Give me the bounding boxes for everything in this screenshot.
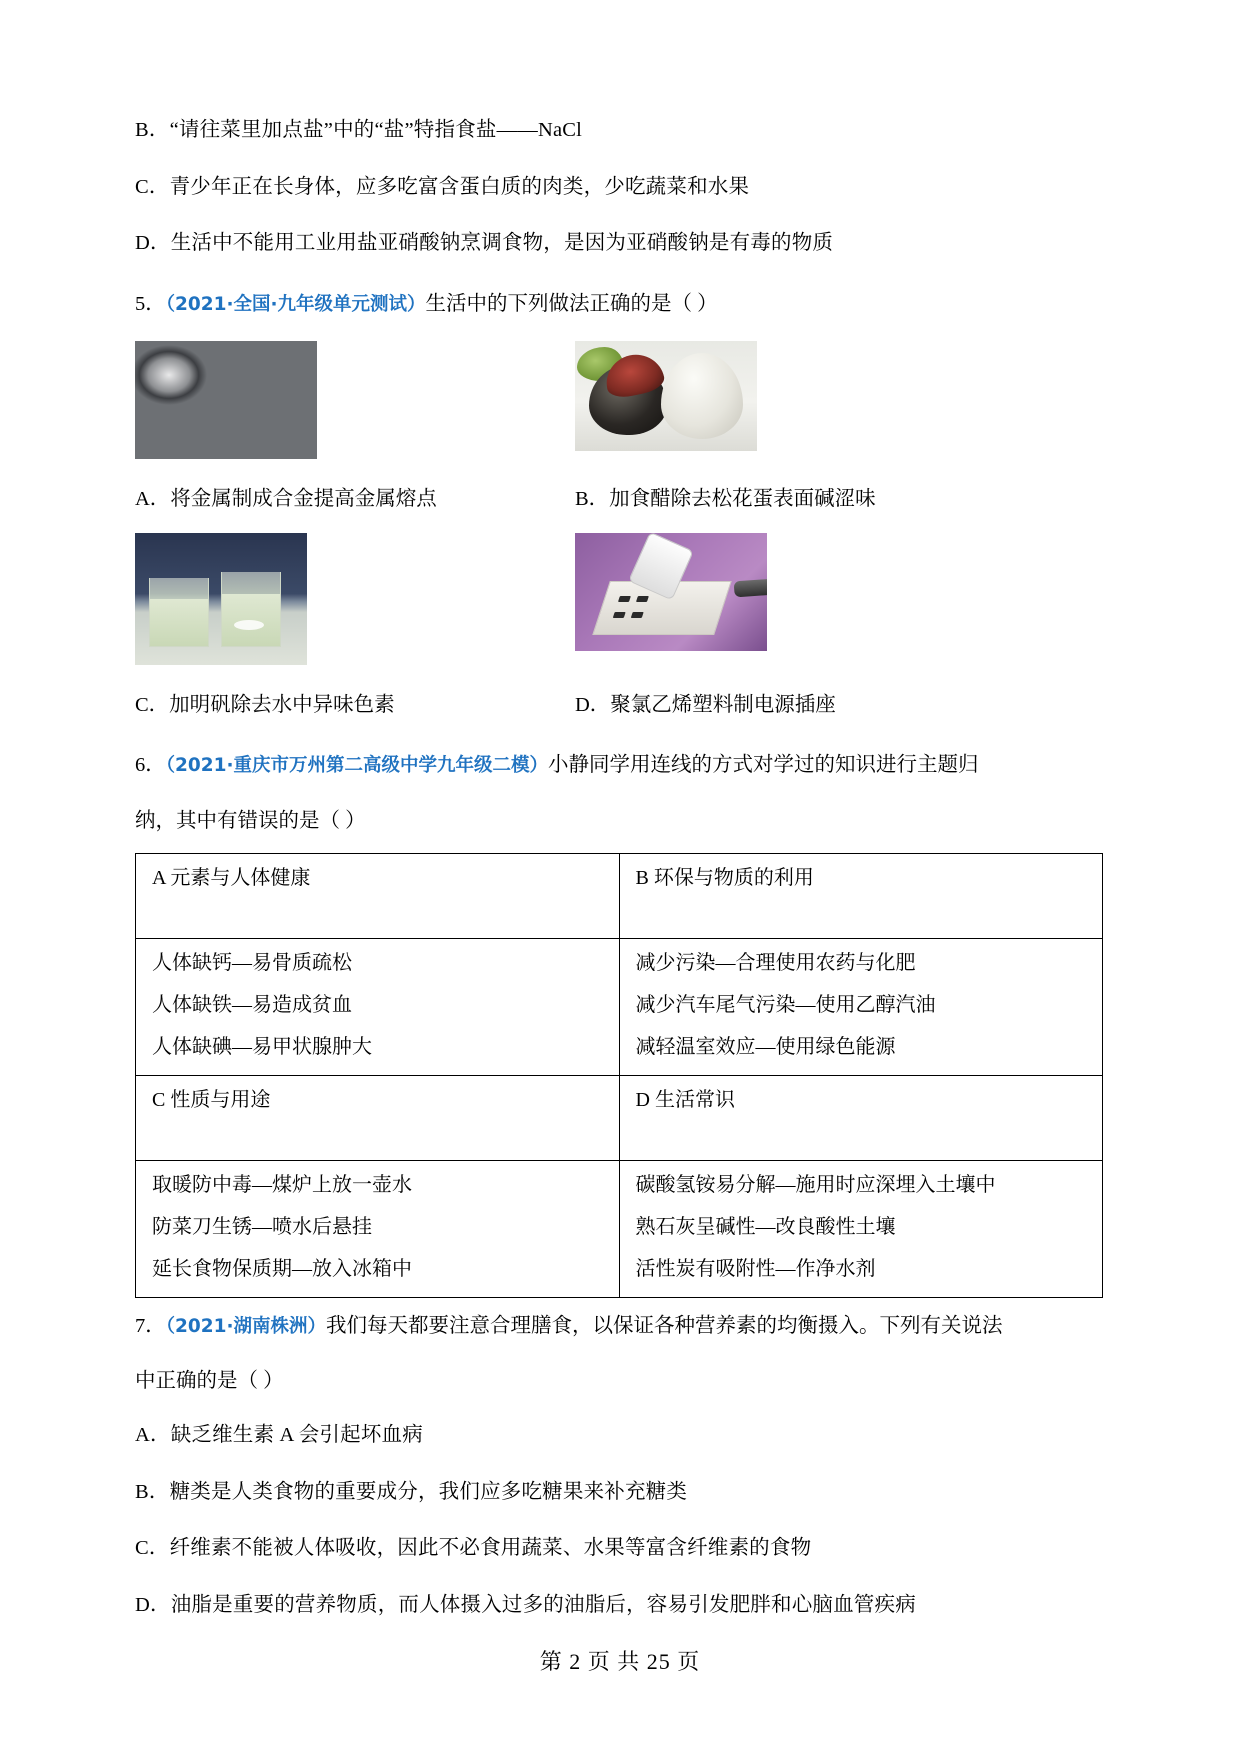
table-row xyxy=(136,938,1103,1075)
question-6-stem-line2-wrap xyxy=(135,807,1105,837)
table-item: 活性炭有吸附性—作净水剂 xyxy=(635,1257,876,1280)
table-item: 人体缺铁—易造成贫血 xyxy=(152,993,352,1016)
table-cell-body-d xyxy=(619,1160,1103,1297)
question-7-stem-line1: 我们每天都要注意合理膳食，以保证各种营养素的均衡摄入。下列有关说法 xyxy=(326,1314,1003,1337)
q5-option-c-label: C．加明矾除去水中异味色素 xyxy=(135,694,395,717)
beakers-photo xyxy=(135,533,307,665)
q5-image-row-cd xyxy=(135,533,1105,665)
socket-hole xyxy=(618,596,631,602)
q7-option-a: A．缺乏维生素 A 会引起坏血病 xyxy=(135,1424,423,1447)
question-6-stem-line1: 小静同学用连线的方式对学过的知识进行主题归 xyxy=(548,754,979,777)
beaker-left-liquid xyxy=(150,599,208,647)
table-item: 人体缺钙—易骨质疏松 xyxy=(152,951,352,974)
question-5-stem: 生活中的下列做法正确的是（ ） xyxy=(425,292,718,315)
question-5-header xyxy=(135,290,1105,320)
table-item: 熟石灰呈碱性—改良酸性土壤 xyxy=(635,1215,896,1238)
q5-option-b-image-cell xyxy=(575,341,1015,459)
question-7-source: （2021·湖南株洲） xyxy=(165,1315,327,1337)
beaker-right xyxy=(221,572,281,647)
socket-hole xyxy=(631,612,644,618)
question-7-header xyxy=(135,1312,1105,1342)
table-cell-body-c xyxy=(136,1160,620,1297)
page-footer: 第 2 页 共 25 页 xyxy=(539,1649,701,1674)
q4-option-c: C．青少年正在长身体，应多吃富含蛋白质的肉类，少吃蔬菜和水果 xyxy=(135,175,750,198)
q5-option-d-image-cell xyxy=(575,533,1015,665)
q4-option-d: D．生活中不能用工业用盐亚硝酸钠烹调食物，是因为亚硝酸钠是有毒的物质 xyxy=(135,232,834,254)
question-6-header xyxy=(135,751,1105,781)
q5-option-a-image-cell xyxy=(135,341,575,459)
table-item: 防菜刀生锈—喷水后悬挂 xyxy=(152,1215,372,1238)
light-egg-shape xyxy=(661,353,743,439)
table-item: 取暖防中毒—煤炉上放一壶水 xyxy=(152,1173,412,1196)
table-row xyxy=(136,1160,1103,1297)
table-item: 减轻温室效应—使用绿色能源 xyxy=(635,1035,896,1058)
q5-option-b-label: B．加食醋除去松花蛋表面碱涩味 xyxy=(575,488,876,511)
spacer xyxy=(135,717,1105,751)
knowledge-summary-table xyxy=(135,853,1103,1298)
table-cell-header-a: A 元素与人体健康 xyxy=(136,853,620,938)
q4-option-b: B．“请往菜里加点盐”中的“盐”特指食盐——NaCl xyxy=(135,119,583,141)
preserved-egg-art xyxy=(575,341,757,451)
table-cell-header-d: D 生活常识 xyxy=(619,1075,1103,1160)
table-cell-body-b xyxy=(619,938,1103,1075)
preserved-egg-photo xyxy=(575,341,757,451)
question-6-source: （2021·重庆市万州第二高级中学九年级二模） xyxy=(165,755,549,777)
question-7-number: 7． xyxy=(135,1314,166,1337)
steel-pipes-photo xyxy=(135,341,317,459)
q5-option-a-label: A．将金属制成合金提高金属熔点 xyxy=(135,488,437,511)
question-6-number: 6． xyxy=(135,754,166,777)
table-cell-body-a xyxy=(136,938,620,1075)
question-5-number: 5． xyxy=(135,292,166,315)
q7-option-c: C．纤维素不能被人体吸收，因此不必食用蔬菜、水果等富含纤维素的食物 xyxy=(135,1537,812,1560)
q5-option-d-label: D．聚氯乙烯塑料制电源插座 xyxy=(575,694,836,717)
q5-caption-row-ab xyxy=(135,481,1105,511)
question-7-stem-line2: 中正确的是（ ） xyxy=(135,1370,284,1393)
steel-pipes-art xyxy=(135,341,317,459)
table-row xyxy=(136,1075,1103,1160)
question-7-stem-line2-wrap xyxy=(135,1367,1105,1397)
table-item: 减少汽车尾气污染—使用乙醇汽油 xyxy=(635,993,936,1016)
table-item: 减少污染—合理使用农药与化肥 xyxy=(635,951,916,974)
q7-option-b: B．糖类是人类食物的重要成分，我们应多吃糖果来补充糖类 xyxy=(135,1480,688,1503)
power-socket-photo xyxy=(575,533,767,651)
table-cell-header-b: B 环保与物质的利用 xyxy=(619,853,1103,938)
question-6-stem-line2: 纳，其中有错误的是（ ） xyxy=(135,809,366,832)
table-item: 人体缺碘—易甲状腺肿大 xyxy=(152,1035,372,1058)
beaker-left xyxy=(149,578,209,647)
socket-hole xyxy=(613,612,626,618)
table-item: 碳酸氢铵易分解—施用时应深埋入土壤中 xyxy=(635,1173,996,1196)
socket-hole xyxy=(636,596,649,602)
table-cell-header-c: C 性质与用途 xyxy=(136,1075,620,1160)
q5-caption-row-cd xyxy=(135,687,1105,717)
spacer xyxy=(135,1397,1105,1425)
beakers-art xyxy=(135,533,307,665)
q7-option-d: D．油脂是重要的营养物质，而人体摄入过多的油脂后，容易引发肥胖和心脑血管疾病 xyxy=(135,1593,916,1616)
power-socket-art xyxy=(575,533,767,651)
plug-cord xyxy=(734,578,767,598)
table-item: 延长食物保质期—放入冰箱中 xyxy=(152,1257,412,1280)
q5-option-c-image-cell xyxy=(135,533,575,665)
q5-image-row-ab xyxy=(135,341,1105,459)
question-5-source: （2021·全国·九年级单元测试） xyxy=(165,293,426,315)
table-row xyxy=(136,853,1103,938)
